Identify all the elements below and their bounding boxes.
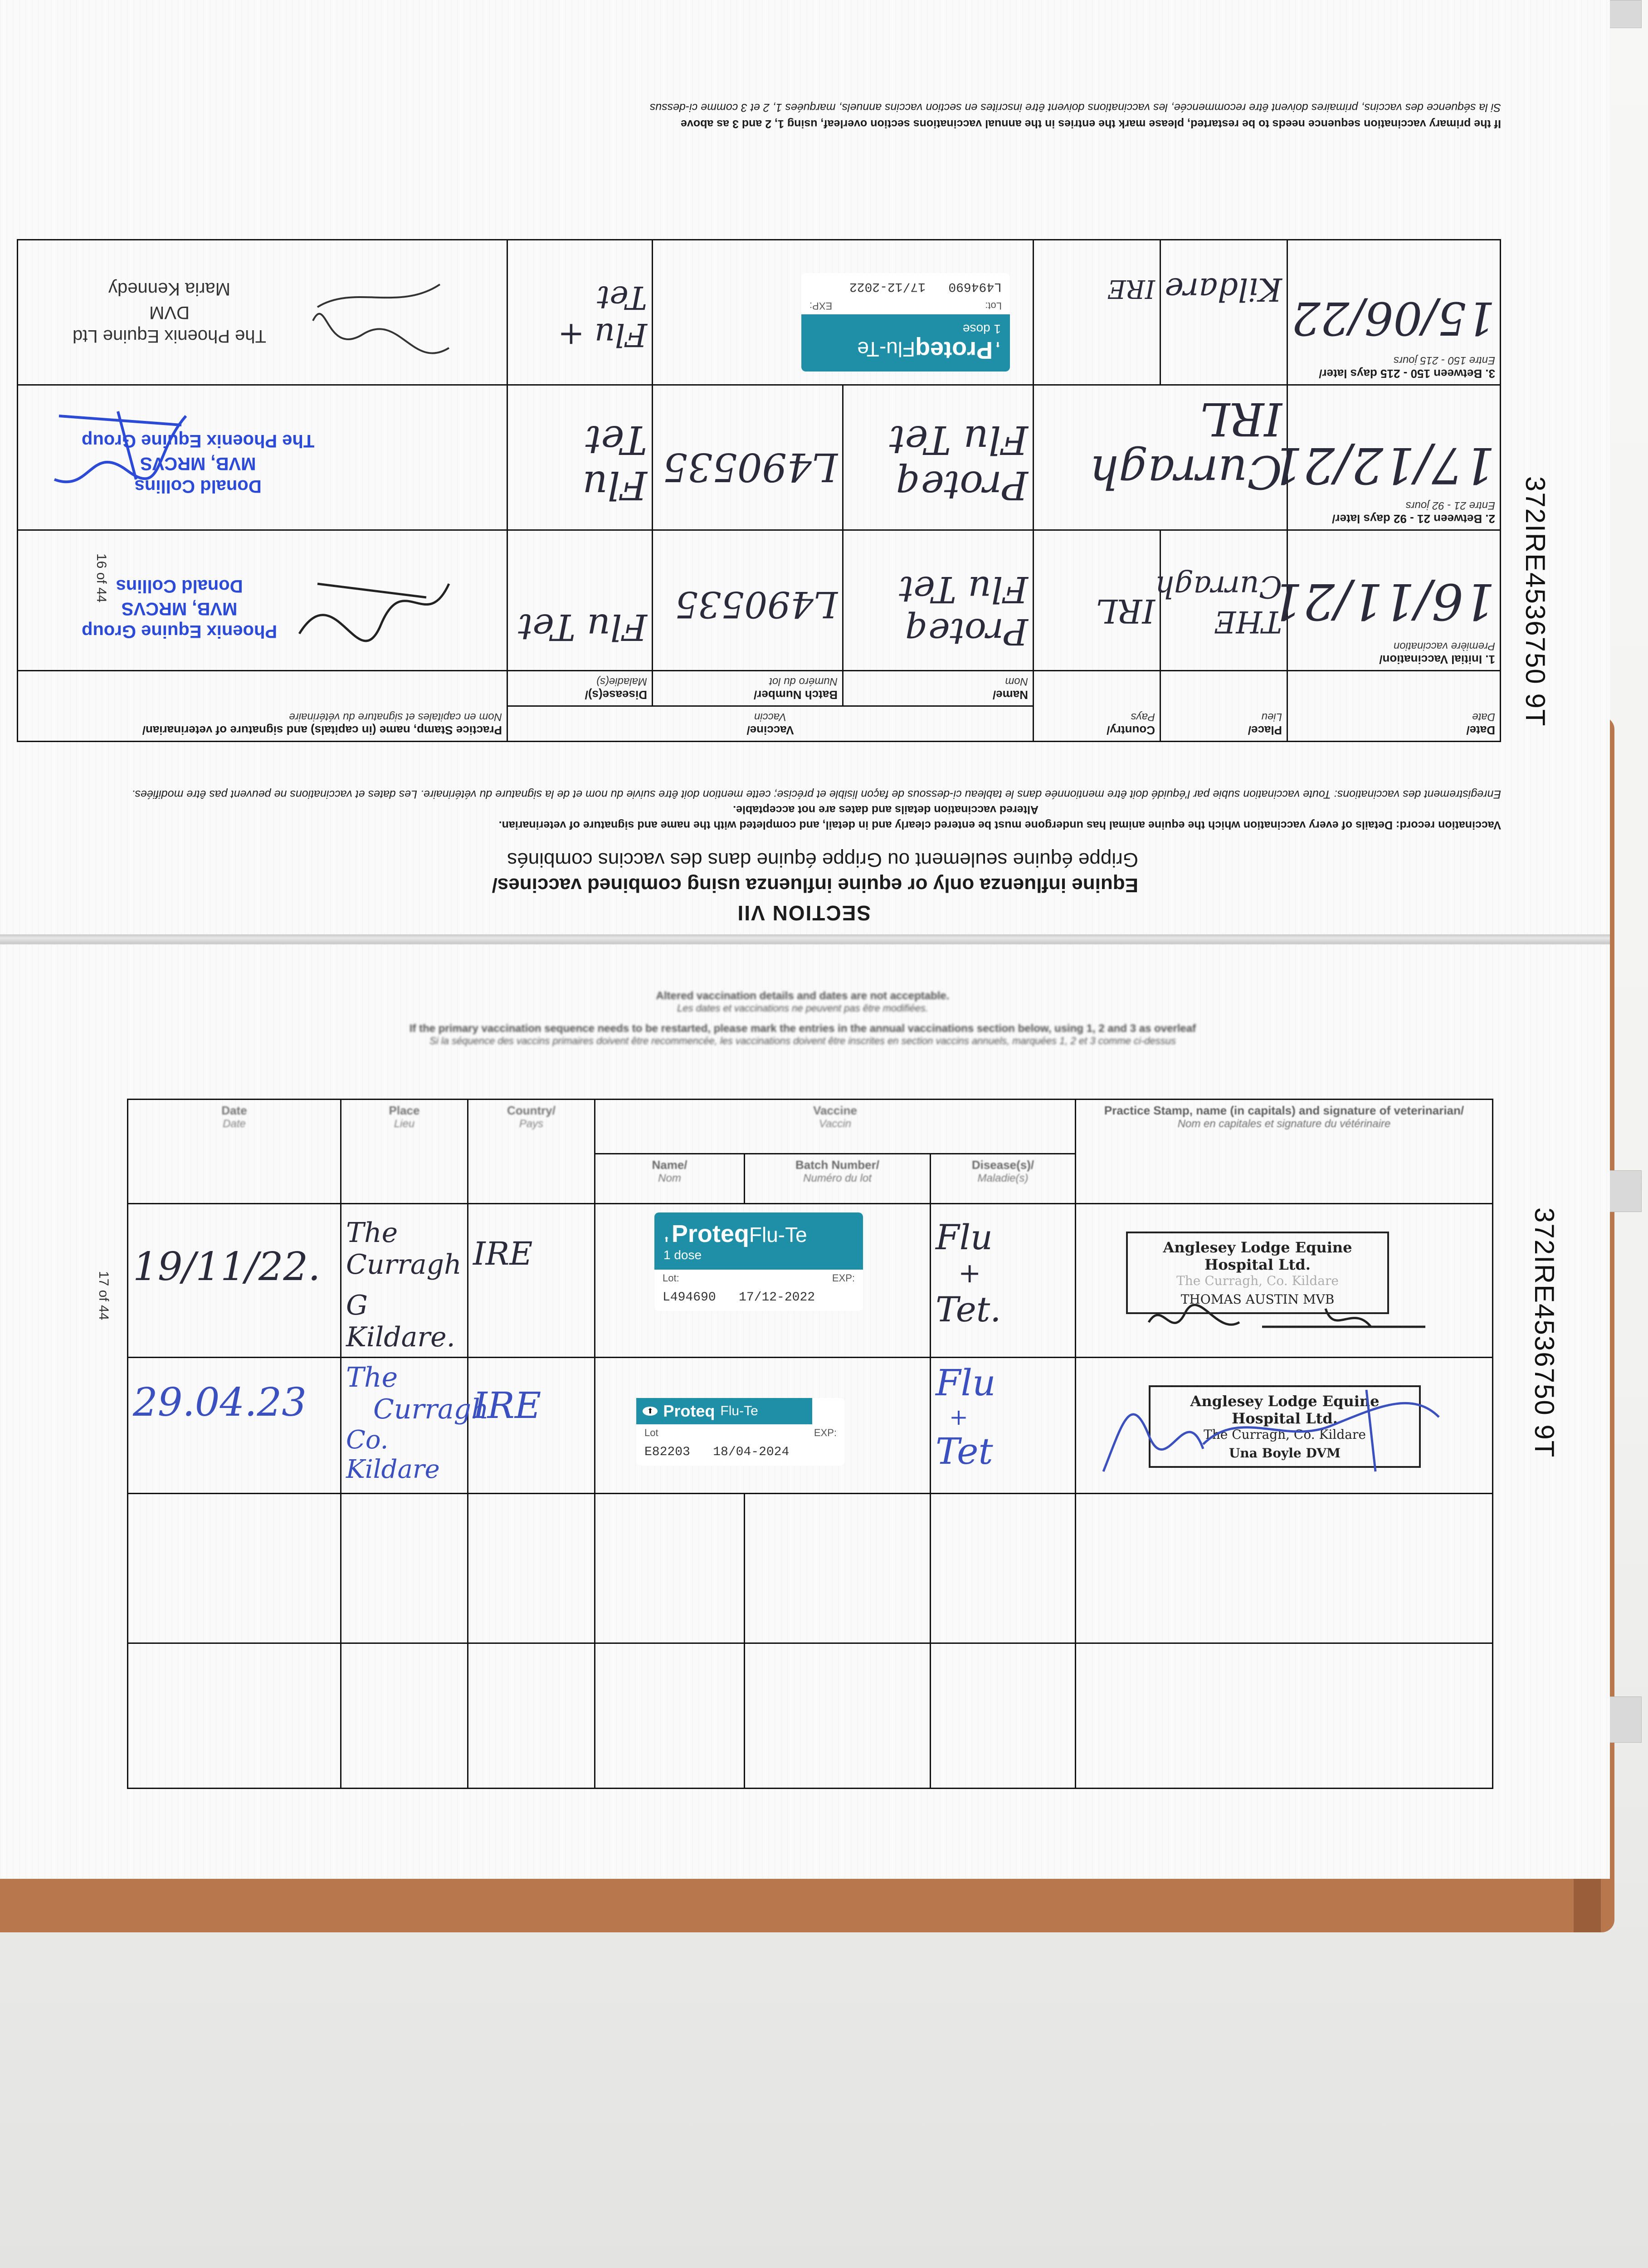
practice-stamp: Anglesey Lodge Equine Hospital Ltd. The Curragh, Co. Kildare THOMAS AUSTIN MVB	[1126, 1232, 1389, 1314]
disease-cell: Flu + Tet	[931, 1358, 1076, 1494]
country-value: IRE	[1107, 274, 1155, 303]
lower-page	[0, 943, 1610, 1879]
practice-stamp-cell	[18, 385, 507, 530]
disease-value: Flu	[936, 1362, 996, 1404]
header-place: Place/ Lieu	[1160, 671, 1287, 742]
country-cell	[1034, 530, 1160, 671]
vaccine-label-band: ⬆ ProteqFlu-Te 1 dose	[801, 314, 1010, 371]
book-gutter	[0, 934, 1610, 943]
vaccine-name-value: Proteq Flu Tet	[889, 417, 1028, 508]
page-tab	[1609, 1696, 1642, 1743]
batch-cell	[745, 1494, 931, 1643]
country-cell	[468, 1204, 595, 1358]
table-row	[128, 1643, 1493, 1789]
vaccine-label-sticker: ⬆ ProteqFlu-Te 1 dose Lot: EXP: L494690 17/12-2022	[801, 273, 1010, 371]
vaccine-name-cell	[595, 1494, 745, 1643]
date-cell: 1. Initial Vaccination/ Première vaccination 16/11/21	[1287, 530, 1501, 671]
practice-stamp-cell	[1076, 1643, 1493, 1789]
restart-note-fr: Si la séquence des vaccins, primaires doivent être recommencée, les vaccinations doivent être inscrites en section vaccins annuels, marquées 1, 2 et 3 comme ci-dessus	[649, 101, 1501, 114]
country-value: IRL	[1096, 592, 1155, 630]
country-cell	[468, 1358, 595, 1494]
date-cell	[128, 1204, 341, 1358]
country-value: IRE	[473, 1384, 541, 1427]
header-batch-number: Batch Number/ Numéro du lot	[745, 1154, 931, 1204]
place-cell: The Curragh Co. Kildare	[341, 1358, 468, 1494]
practice-stamp: Anglesey Lodge Equine Hospital Ltd. The Curragh, Co. Kildare Una Boyle DVM	[1149, 1385, 1421, 1468]
date-value: 17/12/21	[1271, 436, 1495, 494]
practice-stamp-cell	[1076, 1494, 1493, 1643]
date-cell	[128, 1494, 341, 1643]
practice-stamp-cell	[1076, 1358, 1493, 1494]
country-cell	[468, 1494, 595, 1643]
header-country: Country/ Pays	[468, 1100, 595, 1204]
place-cell: The Curragh G Kildare.	[341, 1204, 468, 1358]
page-number: 16 of 44	[94, 553, 109, 603]
place-value: Kildare	[1165, 271, 1282, 308]
passport-id: 372IRE4536750 9T	[1520, 476, 1550, 727]
section-title: SECTION VII	[736, 901, 871, 925]
upper-page	[0, 0, 1610, 935]
country-cell	[468, 1643, 595, 1789]
practice-stamp-cell	[18, 240, 507, 385]
initial-vaccination-table	[17, 239, 1501, 742]
vaccine-label-band: ⬆ ProteqFlu-Te 1 dose	[654, 1212, 863, 1270]
header-date: Date/ Date	[1287, 671, 1501, 742]
vet-signature	[45, 398, 190, 507]
vet-stamp: Phoenix Equine Group MVB, MRCVS Donald Collins	[82, 576, 278, 641]
place-value: The	[346, 1362, 398, 1393]
vet-signature	[1144, 1295, 1425, 1345]
date-value: 19/11/22.	[133, 1244, 321, 1290]
date-cell: 3. Between 150 - 215 days later/ Entre 150 - 215 jours 15/06/22	[1287, 240, 1501, 385]
header-practice-stamp: Practice Stamp, name (in capitals) and signature of veterinarian/ Nom en capitales et signature du vétérinaire	[1076, 1100, 1493, 1204]
place-cell	[1034, 385, 1287, 530]
disease-cell: Flu + Tet.	[931, 1204, 1076, 1358]
disease-value: Flu Tet	[582, 417, 647, 508]
date-cell	[128, 1358, 341, 1494]
vaccine-label-cell	[595, 1204, 931, 1358]
date-cell	[128, 1643, 341, 1789]
vet-signature	[1094, 1372, 1448, 1481]
vet-stamp: Donald Collins MVB, MRCVS The Phoenix Equine Group	[82, 431, 315, 496]
country-cell	[1034, 240, 1160, 385]
vaccination-record-note: Vaccination record: Details of every vaccination which the equine animal has undergone must be entered clearly and in detail, and completed with the name and signature of veterinarian.	[498, 819, 1501, 831]
date-value: 29.04.23	[133, 1380, 307, 1425]
page-tab	[1609, 1170, 1642, 1212]
restart-note: If the primary vaccination sequence needs to be restarted, please mark the entries in the annual vaccinations section overleaf, using 1, 2 and 3 as above	[681, 117, 1501, 130]
practice-stamp-cell	[1076, 1204, 1493, 1358]
page-tab	[1609, 0, 1642, 28]
vaccine-brand-icon: ⬆	[643, 1407, 658, 1416]
vaccine-brand-icon: ⬆	[995, 340, 1001, 348]
header-country: Country/ Pays	[1034, 671, 1160, 742]
section-heading-en: Equine influenza only or equine influenza using combined vaccines/	[492, 874, 1138, 896]
vaccine-brand-icon: ⬆	[663, 1236, 670, 1244]
date-value: 16/11/21	[1271, 572, 1495, 631]
page-number: 17 of 44	[96, 1271, 111, 1320]
vet-stamp: The Phoenix Equine Ltd DVM Maria Kennedy	[73, 279, 266, 346]
table-row	[128, 1494, 1493, 1643]
table-row	[128, 1358, 1493, 1494]
table-row	[128, 1204, 1493, 1358]
disease-cell	[507, 385, 653, 530]
header-vaccine: Vaccine Vaccin	[595, 1100, 1076, 1154]
place-cell	[1160, 240, 1287, 385]
table-row	[18, 385, 1501, 530]
vaccination-record-note-fr: Enregistrement des vaccinations: Toute vaccination subie par l'équidé doit être mentionnée dans le tableau ci-dessous de façon lisible et précise; cette mention doit être suivie du nom et de la signature du vétérinaire. Les dates et vaccinations ne peuvent pas être modifiées.	[132, 788, 1501, 801]
disease-cell	[507, 240, 653, 385]
disease-cell	[931, 1643, 1076, 1789]
vaccine-label-cell	[595, 1358, 931, 1494]
vaccine-label-sticker: ⬆ Proteq Flu-Te Lot EXP: E82203 18/04-2024	[636, 1398, 845, 1466]
table-row	[18, 240, 1501, 385]
annual-vaccination-table	[127, 1099, 1493, 1789]
header-practice-stamp: Practice Stamp, name (in capitals) and signature of veterinarian/ Nom en capitales et signature du vétérinaire	[18, 671, 507, 742]
disease-value: Flu + Tet	[558, 279, 647, 353]
batch-cell	[653, 385, 843, 530]
altered-note: Altered vaccination details and dates are not acceptable.	[733, 803, 1039, 816]
place-cell	[341, 1494, 468, 1643]
faded-notes: Altered vaccination details and dates are not acceptable. Les dates et vaccinations ne peuvent pas être modifiées. If the primary vaccination sequence needs to be restarted, please mark the entries in the annual vaccinations section below, using 1, 2 and 3 as overleaf Si la séquence des vaccins primaires doivent être recommencée, les vaccinations doivent être inscrites en section vaccins annuels, marquées 1, 2 et 3 comme ci-dessus	[409, 990, 1196, 1046]
section-heading-fr: Grippe équine seulement ou Grippe équine dans des vaccins combinés	[507, 849, 1138, 871]
header-place: Place Lieu	[341, 1100, 468, 1204]
vaccine-label-cell	[653, 240, 1034, 385]
header-vaccine-name: Name/ Nom	[843, 671, 1034, 706]
place-cell	[341, 1643, 468, 1789]
place-value: Curragh IRL	[1089, 392, 1282, 499]
disease-value: Flu Tet	[518, 606, 647, 648]
header-date: Date Date	[128, 1100, 341, 1204]
place-cell	[1155, 530, 1287, 671]
vaccine-label-band: ⬆ Proteq Flu-Te	[636, 1398, 812, 1424]
header-diseases: Disease(s)/ Maladie(s)	[931, 1154, 1076, 1204]
batch-value: L490535	[663, 444, 838, 489]
passport-id: 372IRE4536750 9T	[1529, 1207, 1560, 1458]
table-row	[18, 530, 1501, 671]
vet-signature	[290, 561, 453, 652]
date-cell: 2. Between 21 - 92 days later/ Entre 21 - 92 jours 17/12/21	[1287, 385, 1501, 530]
disease-cell	[931, 1494, 1076, 1643]
practice-stamp-cell	[18, 530, 507, 671]
vaccine-name-cell	[843, 385, 1034, 530]
vaccine-name-cell	[595, 1643, 745, 1789]
batch-cell	[653, 530, 843, 671]
disease-value: Flu	[936, 1217, 993, 1257]
disease-cell	[507, 530, 653, 671]
vaccine-name-value: Proteq Flu Tet	[899, 568, 1028, 653]
header-vaccine-name: Name/ Nom	[595, 1154, 745, 1204]
country-value: IRE	[473, 1235, 533, 1272]
header-batch-number: Batch Number/ Numéro du lot	[653, 671, 843, 706]
header-vaccine: Vaccine/ Vaccin	[507, 706, 1034, 742]
vet-signature	[308, 266, 453, 375]
vaccine-label-sticker: ⬆ ProteqFlu-Te 1 dose Lot: EXP: L494690 17/12-2022	[654, 1212, 863, 1311]
vaccine-name-cell	[843, 530, 1034, 671]
place-value: The Curragh	[346, 1217, 462, 1281]
date-value: 15/06/22	[1291, 292, 1495, 345]
upper-page-content	[0, 0, 1610, 934]
place-value: THE Curragh	[1155, 569, 1282, 639]
batch-value: L490535	[675, 583, 838, 626]
batch-cell	[745, 1643, 931, 1789]
header-diseases: Disease(s)/ Maladie(s)	[507, 671, 653, 706]
